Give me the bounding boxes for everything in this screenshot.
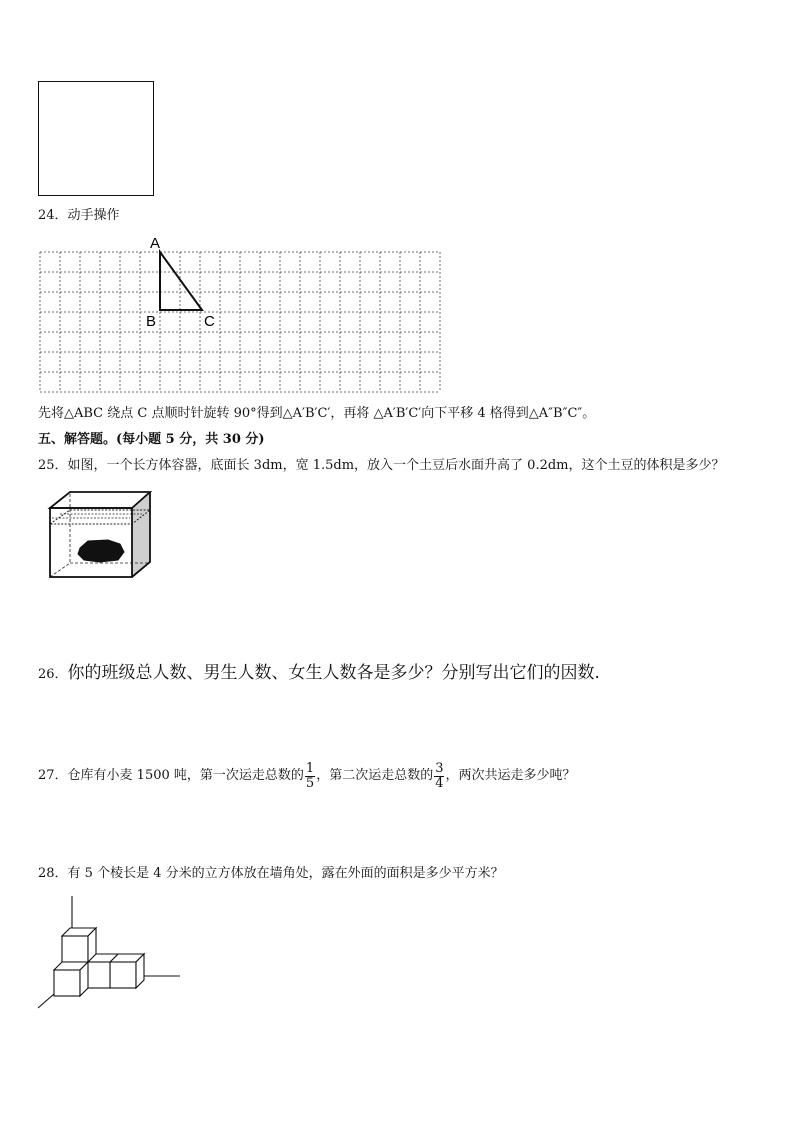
q27-part1: 27．仓库有小麦 1500 吨，第一次运走总数的	[38, 768, 304, 783]
answer-box	[38, 81, 154, 196]
label-c: C	[204, 313, 215, 330]
q27-part3: ，两次共运走多少吨？	[445, 768, 576, 783]
q27-frac2-numerator: 3	[435, 760, 444, 776]
q24-grid-figure	[38, 234, 450, 396]
q28-cubes-figure	[36, 894, 182, 1012]
q24-instruction: 先将△ABC 绕点 C 点顺时针旋转 90°得到△A′B′C′，再将 △A′B′C′向下平移 4 格得到△A″B″C″。	[38, 406, 596, 421]
q27-fraction-1	[305, 762, 315, 791]
q27-frac1-numerator: 1	[305, 760, 315, 776]
q27-frac1-denominator: 5	[305, 775, 315, 791]
q26-number: 26．	[38, 667, 68, 682]
q27-line	[38, 760, 576, 793]
q27-frac2-denominator: 4	[435, 775, 444, 791]
q26-text: 你的班级总人数、男生人数、女生人数各是多少？分别写出它们的因数.	[67, 663, 600, 683]
q25-text: 25．如图，一个长方体容器，底面长 3dm，宽 1.5dm，放入一个土豆后水面升高了 0.2dm，这个土豆的体积是多少？	[38, 458, 725, 473]
q24-title: 24．动手操作	[38, 208, 120, 223]
q27-fraction-2	[434, 762, 444, 791]
q28-text: 28．有 5 个棱长是 4 分米的立方体放在墙角处，露在外面的面积是多少平方米？	[38, 866, 504, 881]
label-a: A	[150, 235, 161, 252]
section5-title: 五、解答题。(每小题 5 分，共 30 分)	[38, 432, 265, 447]
q27-part2: ，第二次运走总数的	[316, 768, 434, 783]
q26-line	[38, 662, 600, 684]
potato-shape	[78, 540, 124, 562]
label-b: B	[146, 313, 157, 330]
triangle-abc	[160, 252, 202, 310]
q25-box-figure	[46, 488, 156, 580]
